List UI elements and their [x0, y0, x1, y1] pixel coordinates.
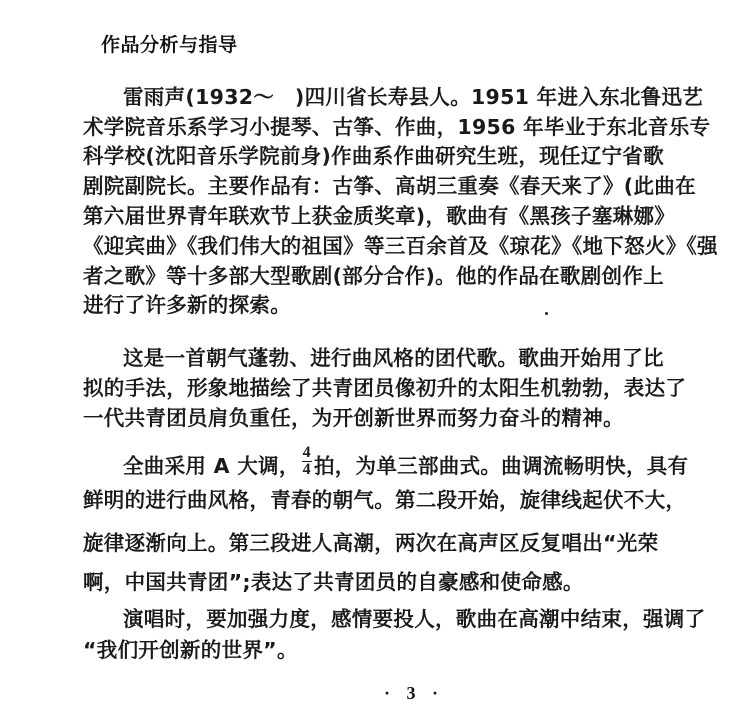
print-speck — [545, 312, 548, 315]
bio-line-4: 剧院副院长。主要作品有：古筝、高胡三重奏《春天来了》(此曲在 — [83, 174, 696, 198]
analysis-line-4: 啊，中国共青团”;表达了共青团员的自豪感和使命感。 — [83, 570, 584, 594]
analysis-line-2: 鲜明的进行曲风格，青春的朝气。第二段开始，旋律线起伏不大， — [83, 488, 687, 512]
overview-line-2: 拟的手法，形象地描绘了共青团员像初升的太阳生机勃勃，表达了 — [83, 376, 687, 400]
analysis-line-1-tail: 拍，为单三部曲式。曲调流畅明快，具有 — [313, 454, 689, 478]
time-signature — [302, 445, 312, 478]
overview-line-3: 一代共青团员肩负重任，为开创新世界而努力奋斗的精神。 — [83, 406, 624, 430]
bio-line-7: 者之歌》等十多部大型歌剧(部分合作)。他的作品在歌剧创作上 — [83, 264, 664, 288]
bio-line-8: 进行了许多新的探索。 — [83, 293, 291, 317]
guidance-line-1: 演唱时，要加强力度，感情要投人，歌曲在高潮中结束，强调了 — [123, 607, 706, 631]
bio-line-1: 雷雨声(1932～ )四川省长寿县人。1951 年进入东北鲁迅艺 — [123, 85, 704, 109]
analysis-line-1 — [123, 443, 689, 480]
bio-line-6: 《迎宾曲》《我们伟大的祖国》等三百余首及《琼花》《地下怒火》《强 — [83, 234, 718, 258]
page-number: · 3 · — [384, 683, 445, 703]
bio-line-5: 第六届世界青年联欢节上获金质奖章)，歌曲有《黑孩子塞琳娜》 — [83, 204, 676, 228]
time-signature-denominator: 4 — [302, 460, 311, 478]
analysis-line-3: 旋律逐渐向上。第三段进人高潮，两次在高声区反复唱出“光荣 — [83, 531, 659, 555]
analysis-line-1-lead: 全曲采用 A 大调， — [123, 454, 300, 478]
bio-line-3: 科学校(沈阳音乐学院前身)作曲系作曲研究生班，现任辽宁省歌 — [83, 144, 664, 168]
guidance-line-2: “我们开创新的世界”。 — [83, 638, 298, 662]
bio-line-2: 术学院音乐系学习小提琴、古筝、作曲，1956 年毕业于东北音乐专 — [83, 115, 711, 139]
overview-line-1: 这是一首朝气蓬勃、进行曲风格的团代歌。歌曲开始用了比 — [123, 346, 664, 370]
time-signature-numerator: 4 — [302, 443, 311, 461]
section-title: 作品分析与指导 — [101, 34, 238, 56]
